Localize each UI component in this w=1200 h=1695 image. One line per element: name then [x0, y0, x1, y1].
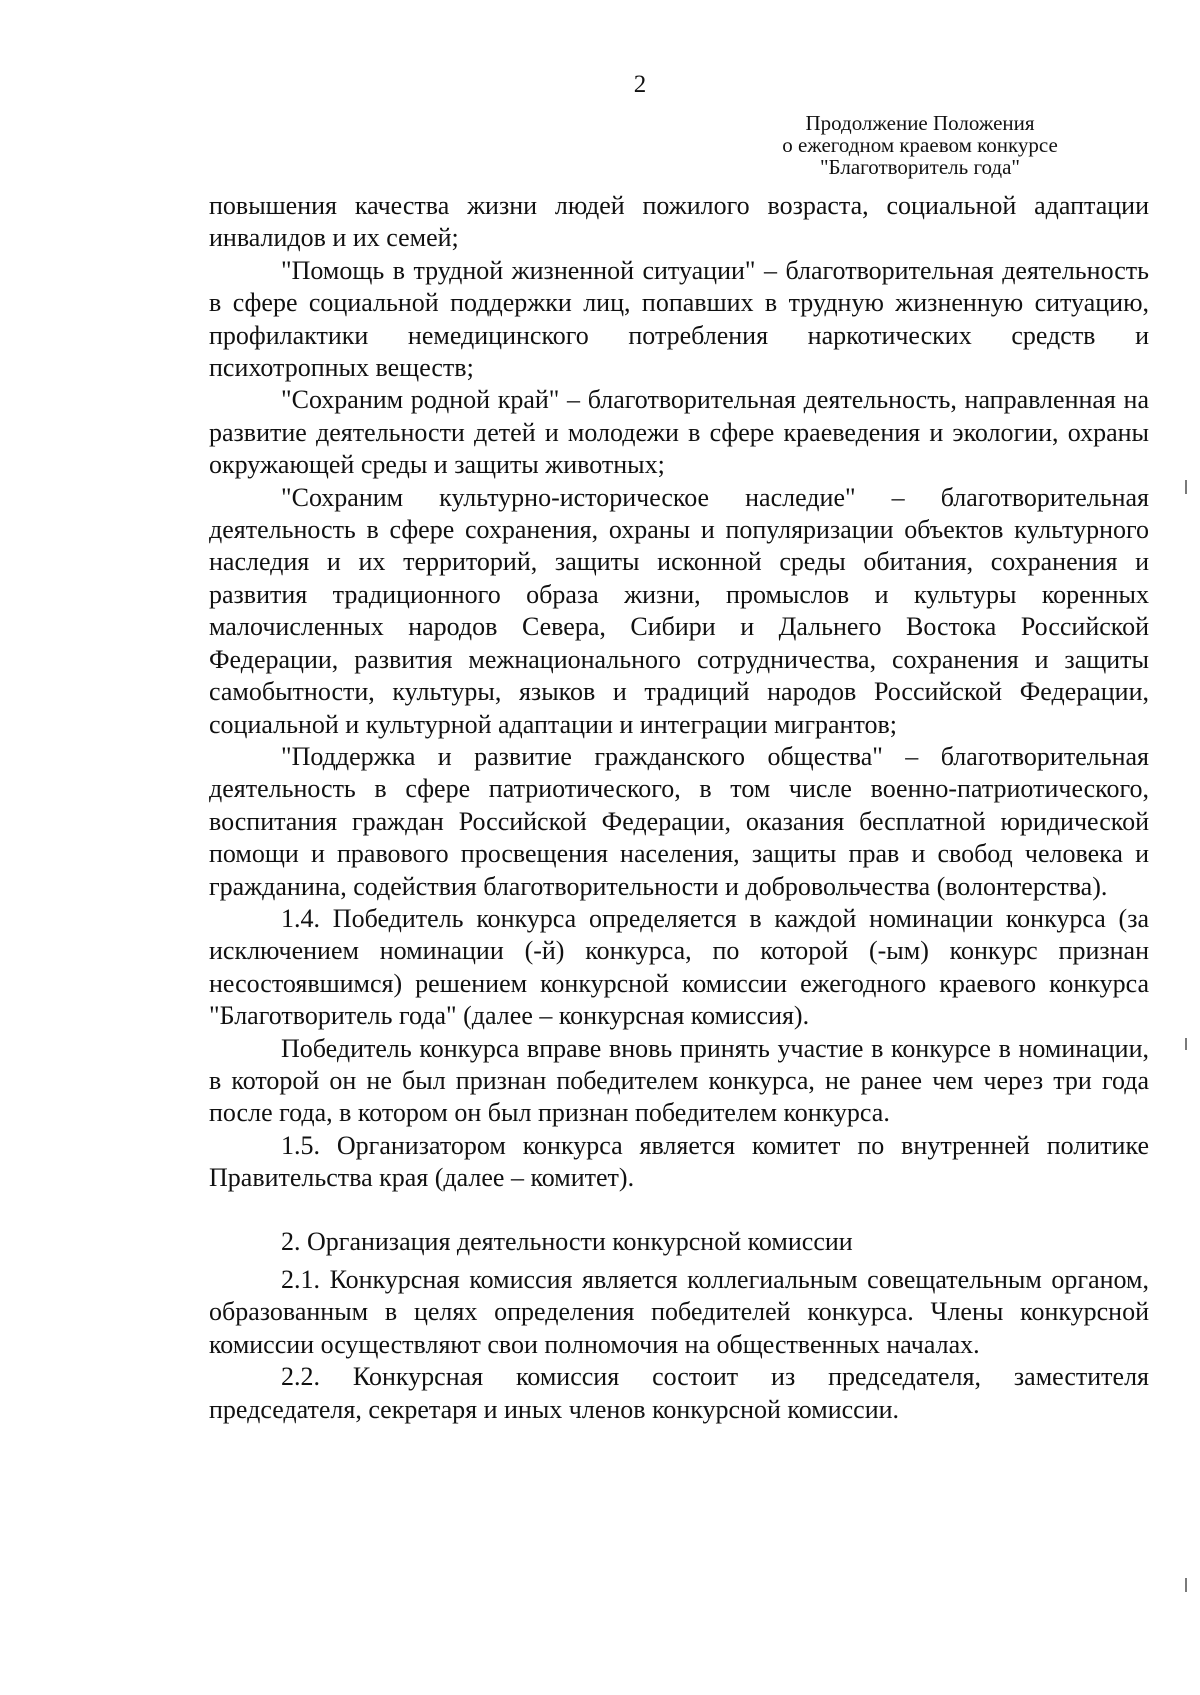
scan-edge-mark [1185, 480, 1187, 494]
paragraph-nomination-civil-society: "Поддержка и развитие гражданского общества" – благотворительная деятельность в сфере патриотического, в том числе военно-патриотического, воспитания граждан Российской Федерации, оказания бесплатной юридической помощи и правового просвещения населения, защиты прав и свобод человека и гражданина, содействия благотворительности и добровольчества (волонтерства). [209, 741, 1149, 901]
running-header-line-2: о ежегодном краевом конкурсе [782, 133, 1058, 157]
section-heading-2: 2. Организация деятельности конкурсной комиссии [281, 1226, 853, 1256]
document-body [209, 190, 1149, 1426]
paragraph-1-5: 1.5. Организатором конкурса является комитет по внутренней политике Правительства края (далее – комитет). [209, 1130, 1149, 1193]
paragraph-nomination-heritage: "Сохраним культурно-историческое наследие" – благотворительная деятельность в сфере сохранения, охраны и популяризации объектов культурного наследия и их территорий, защиты исконной среды обитания, сохранения и развития традиционного образа жизни, промыслов и культуры коренных малочисленных народов Севера, Сибири и Дальнего Востока Российской Федерации, развития межнационального сотрудничества, сохранения и защиты самобытности, культуры, языков и традиций народов Российской Федерации, социальной и культурной адаптации и интеграции мигрантов; [209, 482, 1149, 739]
paragraph-2-1: 2.1. Конкурсная комиссия является коллегиальным совещательным органом, образованным в целях определения победителей конкурса. Члены конкурсной комиссии осуществляют свои полномочия на общественных началах. [209, 1265, 1149, 1359]
scan-edge-mark [1185, 1578, 1187, 1592]
paragraph-winner-repeat: Победитель конкурса вправе вновь принять участие в конкурсе в номинации, в которой он не был признан победителем конкурса, не ранее чем через три года после года, в котором он был признан победителем конкурса. [209, 1033, 1149, 1128]
paragraph-nomination-help: "Помощь в трудной жизненной ситуации" – благотворительная деятельность в сфере социальной поддержки лиц, попавших в трудную жизненную ситуацию, профилактики немедицинского потребления наркотических средств и психотропных веществ; [209, 255, 1149, 383]
paragraph-1-4: 1.4. Победитель конкурса определяется в каждой номинации конкурса (за исключением номинации (-й) конкурса, по которой (-ым) конкурс признан несостоявшимся) решением конкурсной комиссии ежегодного краевого конкурса "Благотворитель года" (далее – конкурсная комиссия). [209, 903, 1149, 1031]
running-header-line-1: Продолжение Положения [805, 111, 1035, 135]
paragraph-2-2: 2.2. Конкурсная комиссия состоит из председателя, заместителя председателя, секретаря и иных членов конкурсной комиссии. [209, 1362, 1149, 1424]
running-header-line-3: "Благотворитель года" [819, 155, 1021, 179]
paragraph-continuation: повышения качества жизни людей пожилого возраста, социальной адаптации инвалидов и их семей; [209, 191, 1149, 253]
paragraph-nomination-native-land: "Сохраним родной край" – благотворительная деятельность, направленная на развитие деятельности детей и молодежи в сфере краеведения и экологии, охраны окружающей среды и защиты животных; [209, 385, 1149, 480]
scan-edge-mark [1185, 1038, 1187, 1050]
page-number: 2 [633, 71, 647, 98]
running-header [740, 112, 1100, 178]
